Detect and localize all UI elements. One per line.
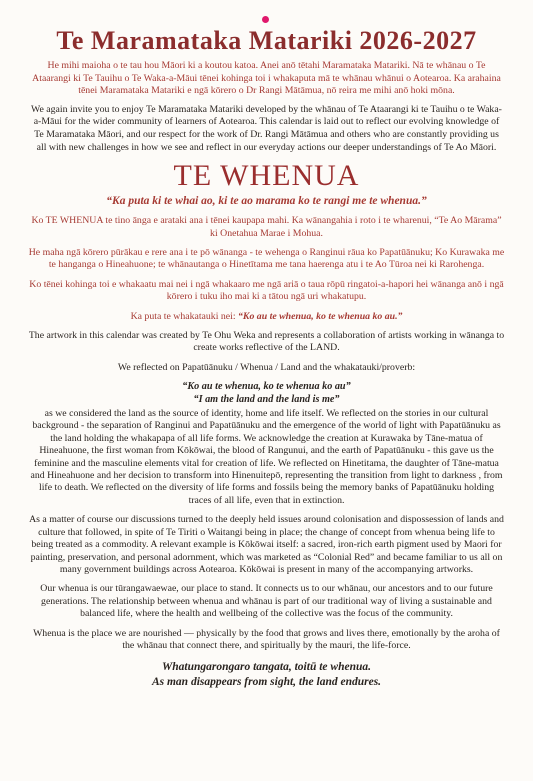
maori-paragraph-3: Ko tēnei kohinga toi e whakaatu mai nei i ngā whakaaro me ngā ariā o taua rōpū ringatoi-a-hapori hei wānanga anō i ngā kōrero i tuku iho mai ki a tātou ngā uri whakatupu. xyxy=(29,278,504,303)
maori-paragraph-2: He maha ngā kōrero pūrākau e rere ana i te pō wānanga - te wehenga o Ranginui rāua ko Papatūānuku; Ko Kurawaka me te hanganga o Hineahuone; te whānautanga o Hinetītama me tana haerenga atu i te Ao Tūroa nei ki Rarohenga. xyxy=(28,246,505,271)
pink-dot-marker xyxy=(262,16,269,23)
artwork-paragraph: The artwork in this calendar was created by Te Ohu Weka and represents a collaboration of artists working in wānanga to create works reflective of the LAND. xyxy=(28,330,505,354)
page-title: Te Maramataka Matariki 2026-2027 xyxy=(56,26,477,55)
section-whakatauki: “Ka puta ki te whai ao, ki te ao marama ko te rangi me te whenua.” xyxy=(106,195,427,208)
closing-line-english: As man disappears from sight, the land endures. xyxy=(151,676,382,689)
maori-paragraph-1: Ko TE WHENUA te tino ānga e arataki ana i tēnei kaupapa mahi. Ka wānangahia i roto i te wharenui, “Te Ao Mārama” ki Onetahua Marae i Mohua. xyxy=(31,215,502,239)
land-paragraph: as we considered the land as the source of identity, home and life itself. We reflected on the stories in our cultural background - the separation of Ranginui and Papatūānuku and the emergence of the world of light with Papatūānuku as the land holding the whakapapa of all life forms. We acknowledge the creation at Kurawaka by Tāne-matua of Hineahuone, the first woman from Kōkōwai, the blood of Rangunui, and the earth of Papatūānuku - this gave us the feminine and the masculine elements vital for creation of life. We reflected on Hinetitama, the daughter of Tāne-matua and Hineahuone and her decision to transform into Hinenuitepō, representing the transition from light to darkness , from life to death. We reflected on the diversity of life forms and fossils being the memory banks of Papatūānuku holding traces of all life, even that in extinction. xyxy=(30,408,503,506)
proverb-quote xyxy=(28,381,505,406)
turangawaewae-paragraph: Our whenua is our tūrangawaewae, our place to stand. It connects us to our whānau, our ancestors and to our future generations. The relationship between whenua and whānau is part of our traditional way of living a sustainable and balanced life, where the health and wellbeing of the collective was the focus of the community. xyxy=(40,583,493,620)
whakatauki-inline: “Ko au te whenua, ko te whenua ko au.” xyxy=(238,310,403,322)
proverb-quote-english: “I am the land and the land is me” xyxy=(193,393,340,405)
intro-english-paragraph: We again invite you to enjoy Te Maramataka Matariki developed by the whānau of Te Ataarangi ki te Tauihu o te Waka-a-Māui for the wider community of learners of Aotearoa. This calendar is laid out to reflect our evolving knowledge of Te Maramataka Māori, and our respect for the work of Dr. Rangi Mātāmua and others who are constantly providing us all with new challenges in how we see and reflect in our everyday actions our deeper understandings of Te Ao Māori. xyxy=(31,103,502,153)
nourished-paragraph: Whenua is the place we are nourished — physically by the food that grows and lives there, emotionally by the aroha of the whānau that connect there, and spiritually by the mauri, the life-force. xyxy=(33,627,500,651)
whakatauki-intro: Ka puta te whakatauki nei: xyxy=(130,310,239,322)
section-title: TE WHENUA xyxy=(173,159,360,193)
closing-proverb xyxy=(28,660,505,690)
whakatauki-line xyxy=(28,311,505,323)
closing-line-maori: Whatungarongaro tangata, toitū te whenua. xyxy=(162,661,371,674)
reflected-paragraph: We reflected on Papatūānuku / Whenua / Land and the whakatauki/proverb: xyxy=(117,361,416,373)
intro-maori-paragraph: He mihi maioha o te tau hou Māori ki a koutou katoa. Anei anō tētahi Maramataka Matariki. Nā te whānau o Te Ataarangi ki Te Tauihu o Te Waka-a-Māui tēnei kohinga toi i whakaputa mā te whānau whānui o Aotearoa. Ka arahaina tēnei Maramataka Matariki e ngā kōrero o Dr Rangi Mātāmua, nō reira me mihi anō hoki mōna. xyxy=(32,60,501,97)
proverb-quote-maori: “Ko au te whenua, ko te whenua ko au” xyxy=(182,381,351,393)
colonisation-paragraph: As a matter of course our discussions turned to the deeply held issues around colonisation and dispossession of lands and culture that followed, in spite of Te Tiriti o Waitangi being in place; the change of concept from whenua being life to being treated as a commodity. A relevant example is Kōkōwai itself: a sacred, iron-rich earth pigment used by Maori for painting, preservation, and personal adornment, which was marketed as “Colonial Red” and became familiar to us all on many government buildings across Aotearoa. Kōkōwai is present in many of the accompanying artworks. xyxy=(29,514,504,575)
